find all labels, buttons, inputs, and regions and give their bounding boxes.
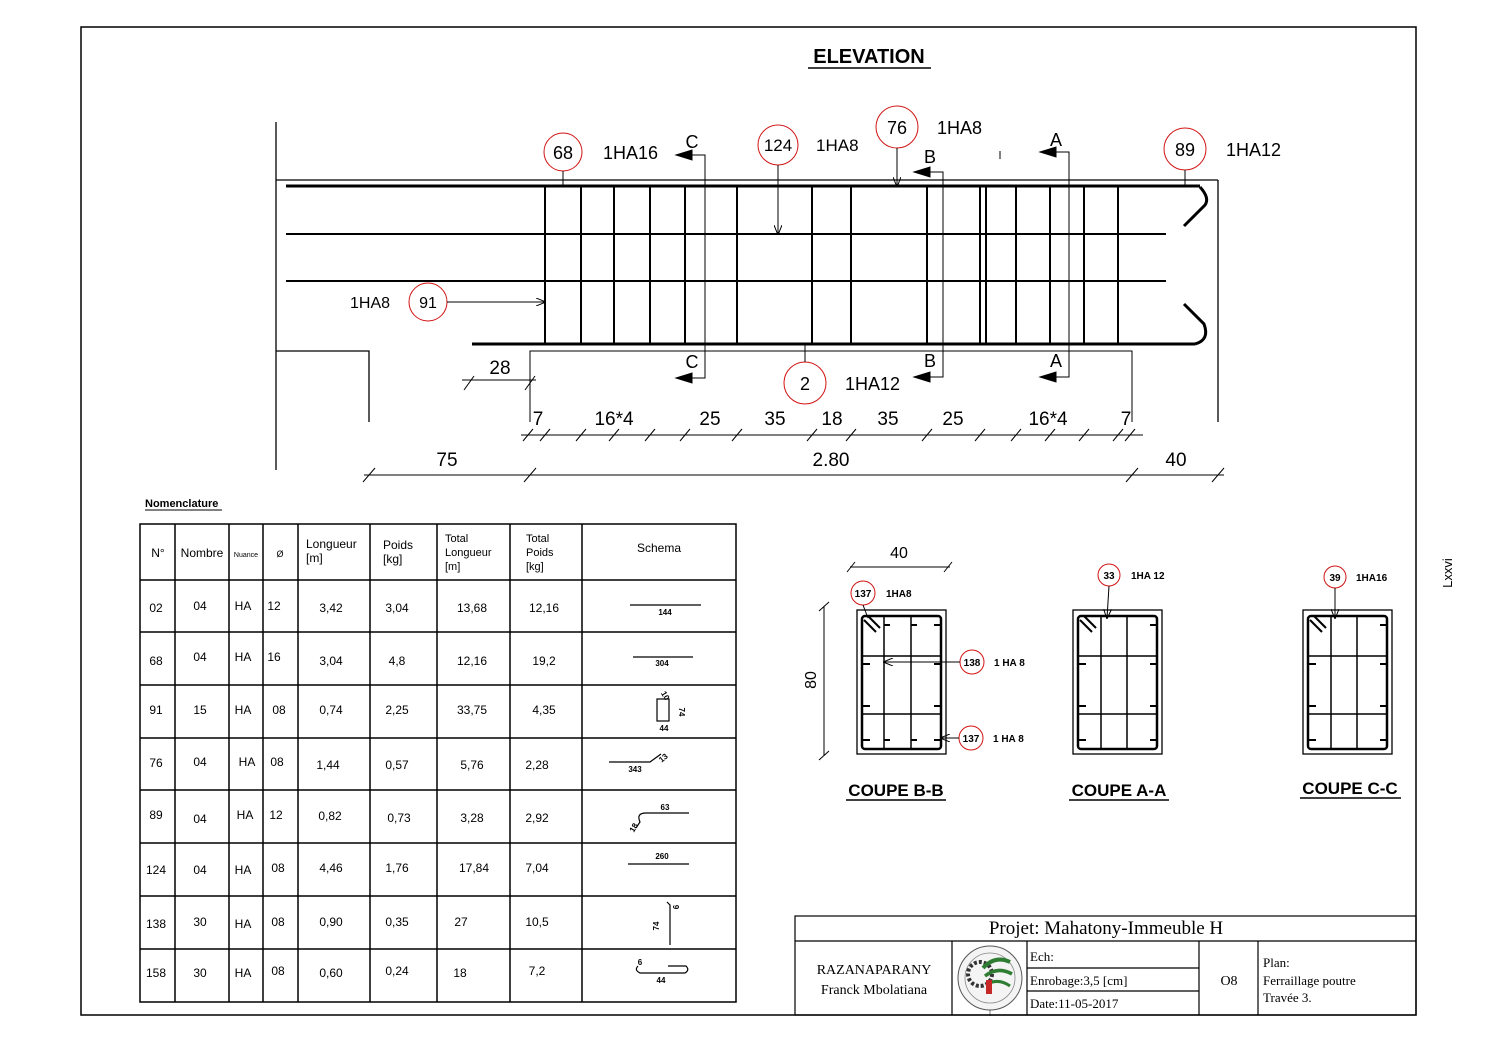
header-total-long-1: Total bbox=[445, 533, 469, 545]
mark-124-bar: 1HA8 bbox=[816, 136, 859, 155]
svg-text:12: 12 bbox=[269, 808, 283, 822]
dim-25-right: 25 bbox=[942, 409, 964, 430]
svg-text:HA: HA bbox=[234, 650, 252, 664]
bb-height: 80 bbox=[803, 671, 820, 689]
mark-91 bbox=[350, 283, 545, 321]
svg-text:12: 12 bbox=[267, 599, 281, 613]
dim-18: 18 bbox=[821, 409, 843, 430]
dim-28: 28 bbox=[489, 358, 511, 379]
table-header bbox=[151, 533, 681, 573]
mark-68-bar: 1HA16 bbox=[603, 143, 659, 163]
svg-text:18: 18 bbox=[627, 821, 640, 834]
header-total-long-3: [m] bbox=[445, 561, 461, 573]
bb-mark-1: 137 bbox=[854, 589, 872, 600]
date-field: Date:11-05-2017 bbox=[1030, 996, 1119, 1011]
header-longueur-2: [m] bbox=[306, 551, 323, 565]
plan-line-2: Travée 3. bbox=[1263, 990, 1312, 1005]
table-row bbox=[149, 599, 559, 615]
dim-75: 75 bbox=[436, 450, 458, 471]
svg-text:124: 124 bbox=[145, 863, 167, 877]
table-row bbox=[146, 964, 546, 980]
aa-mark-1-bar: 1HA 12 bbox=[1131, 571, 1165, 582]
svg-text:5,76: 5,76 bbox=[460, 758, 484, 772]
bb-mark-2-bar: 1 HA 8 bbox=[994, 658, 1025, 669]
section-cut-a bbox=[1000, 147, 1069, 382]
svg-text:30: 30 bbox=[193, 915, 207, 929]
svg-text:138: 138 bbox=[145, 917, 167, 931]
header-poids-2: [kg] bbox=[383, 552, 403, 566]
svg-text:HA: HA bbox=[234, 863, 252, 877]
aa-title: COUPE A-A bbox=[1071, 781, 1167, 800]
dim-16x4-left: 16*4 bbox=[594, 409, 634, 430]
author-line-2: Franck Mbolatiana bbox=[820, 983, 928, 998]
dim-7-right: 7 bbox=[1120, 409, 1132, 430]
header-total-poids-2: Poids bbox=[526, 547, 554, 559]
svg-text:19,2: 19,2 bbox=[532, 654, 556, 668]
coupe-c-c bbox=[1300, 566, 1401, 798]
svg-text:158: 158 bbox=[145, 966, 167, 980]
project-name: Projet: Mahatony-Immeuble H bbox=[988, 918, 1224, 939]
svg-text:1,44: 1,44 bbox=[316, 758, 340, 772]
coupe-a-a bbox=[1069, 564, 1169, 800]
svg-text:124: 124 bbox=[763, 136, 793, 155]
title-block bbox=[795, 916, 1416, 1016]
header-total-poids-3: [kg] bbox=[526, 561, 544, 573]
bb-mark-3: 137 bbox=[962, 734, 980, 745]
svg-text:44: 44 bbox=[656, 976, 666, 985]
svg-text:0,74: 0,74 bbox=[319, 703, 343, 717]
svg-text:4,46: 4,46 bbox=[319, 861, 343, 875]
svg-text:2,28: 2,28 bbox=[525, 758, 549, 772]
header-total-long-2: Longueur bbox=[445, 547, 492, 559]
svg-text:12,16: 12,16 bbox=[528, 601, 560, 615]
svg-text:4,35: 4,35 bbox=[532, 703, 556, 717]
svg-text:15: 15 bbox=[193, 703, 207, 717]
table-row bbox=[146, 861, 549, 877]
svg-text:HA: HA bbox=[234, 599, 252, 613]
nomenclature bbox=[140, 498, 736, 1002]
author-line-1: RAZANAPARANY bbox=[816, 963, 932, 978]
svg-text:HA: HA bbox=[236, 808, 254, 822]
cut-letter-c-bottom: C bbox=[685, 352, 699, 372]
svg-text:0,90: 0,90 bbox=[319, 915, 343, 929]
svg-text:74: 74 bbox=[652, 921, 661, 931]
svg-text:68: 68 bbox=[149, 654, 163, 668]
svg-text:144: 144 bbox=[658, 608, 672, 617]
mark-2-bar: 1HA12 bbox=[845, 374, 901, 394]
svg-text:02: 02 bbox=[149, 601, 163, 615]
table-row bbox=[146, 915, 549, 931]
svg-text:304: 304 bbox=[655, 659, 669, 668]
nomenclature-grid bbox=[140, 524, 736, 1002]
svg-text:0,57: 0,57 bbox=[385, 758, 409, 772]
header-n: N° bbox=[151, 546, 165, 560]
svg-text:3,42: 3,42 bbox=[319, 601, 343, 615]
svg-text:HA: HA bbox=[234, 703, 252, 717]
svg-text:63: 63 bbox=[660, 803, 670, 812]
svg-text:76: 76 bbox=[886, 118, 908, 138]
svg-text:89: 89 bbox=[149, 808, 163, 822]
dim-16x4-right: 16*4 bbox=[1028, 409, 1068, 430]
table-row bbox=[149, 808, 549, 826]
svg-text:89: 89 bbox=[1174, 140, 1196, 160]
bb-mark-1-bar: 1HA8 bbox=[886, 589, 912, 600]
svg-text:2,92: 2,92 bbox=[525, 811, 549, 825]
bb-mark-2: 138 bbox=[963, 658, 981, 669]
svg-text:1,76: 1,76 bbox=[385, 861, 409, 875]
section-cut-b bbox=[914, 167, 943, 382]
svg-text:17,84: 17,84 bbox=[458, 861, 490, 875]
bb-title: COUPE B-B bbox=[848, 781, 944, 800]
svg-text:04: 04 bbox=[193, 812, 207, 826]
cut-letter-b-bottom: B bbox=[923, 351, 937, 371]
svg-text:91: 91 bbox=[149, 703, 163, 717]
svg-text:10: 10 bbox=[659, 689, 672, 702]
svg-text:74: 74 bbox=[677, 707, 686, 717]
svg-text:HA: HA bbox=[234, 966, 252, 980]
svg-text:0,24: 0,24 bbox=[385, 964, 409, 978]
svg-text:16: 16 bbox=[267, 650, 281, 664]
mark-89 bbox=[1164, 128, 1281, 186]
svg-text:HA: HA bbox=[238, 755, 256, 769]
svg-text:2: 2 bbox=[799, 374, 811, 394]
mark-76-bar: 1HA8 bbox=[937, 118, 983, 138]
header-poids-1: Poids bbox=[383, 538, 414, 552]
svg-text:3,04: 3,04 bbox=[319, 654, 343, 668]
table-row bbox=[149, 650, 556, 668]
header-nuance: Nuance bbox=[233, 552, 259, 559]
cut-letter-c-top: C bbox=[685, 132, 699, 152]
cut-letter-a-bottom: A bbox=[1049, 351, 1063, 371]
dim-35-left: 35 bbox=[764, 409, 786, 430]
svg-text:6: 6 bbox=[672, 904, 681, 910]
header-nombre: Nombre bbox=[180, 546, 224, 560]
header-diam: Ø bbox=[276, 549, 284, 559]
svg-text:3,04: 3,04 bbox=[385, 601, 409, 615]
svg-text:76: 76 bbox=[149, 756, 163, 770]
table-row bbox=[149, 703, 556, 717]
svg-text:13: 13 bbox=[657, 751, 670, 765]
cut-letter-a-top: A bbox=[1049, 130, 1063, 150]
svg-text:12,16: 12,16 bbox=[456, 654, 488, 668]
elevation-title: ELEVATION bbox=[813, 46, 925, 68]
ech-field: Ech: bbox=[1030, 949, 1054, 964]
table-row bbox=[149, 755, 549, 772]
cc-mark-1-bar: 1HA16 bbox=[1356, 573, 1388, 584]
svg-text:13,68: 13,68 bbox=[456, 601, 488, 615]
side-note: Lxxvi bbox=[1440, 558, 1455, 588]
svg-text:18: 18 bbox=[453, 966, 467, 980]
svg-text:6: 6 bbox=[637, 958, 643, 967]
svg-text:04: 04 bbox=[193, 599, 207, 613]
nomenclature-title: Nomenclature bbox=[145, 498, 219, 510]
aa-mark-1: 33 bbox=[1103, 571, 1115, 582]
svg-text:33,75: 33,75 bbox=[456, 703, 488, 717]
dim-40: 40 bbox=[1165, 450, 1187, 471]
institution-logo bbox=[958, 946, 1022, 1016]
svg-text:27: 27 bbox=[454, 915, 468, 929]
bb-width: 40 bbox=[890, 545, 908, 562]
enrobage-field: Enrobage:3,5 [cm] bbox=[1030, 973, 1128, 988]
schema-labels bbox=[628, 608, 686, 985]
cc-mark-1: 39 bbox=[1329, 573, 1341, 584]
header-total-poids-1: Total bbox=[526, 533, 550, 545]
stirrups bbox=[545, 186, 1118, 344]
mark-89-bar: 1HA12 bbox=[1226, 140, 1282, 160]
svg-text:08: 08 bbox=[272, 703, 286, 717]
bb-mark-3-bar: 1 HA 8 bbox=[993, 734, 1024, 745]
svg-text:44: 44 bbox=[659, 724, 669, 733]
svg-text:04: 04 bbox=[193, 863, 207, 877]
dim-2-80: 2.80 bbox=[812, 450, 850, 471]
dim-25-left: 25 bbox=[699, 409, 721, 430]
header-schema: Schema bbox=[636, 541, 682, 555]
left-support bbox=[276, 122, 1218, 470]
svg-text:08: 08 bbox=[271, 964, 285, 978]
mark-91-bar: 1HA8 bbox=[350, 295, 391, 312]
svg-text:2,25: 2,25 bbox=[385, 703, 409, 717]
svg-text:3,28: 3,28 bbox=[460, 811, 484, 825]
dimension-lines bbox=[364, 376, 1224, 475]
svg-text:0,35: 0,35 bbox=[385, 915, 409, 929]
sheet-number: O8 bbox=[1220, 974, 1238, 989]
svg-text:04: 04 bbox=[193, 755, 207, 769]
svg-text:0,82: 0,82 bbox=[318, 809, 342, 823]
dim-7-left: 7 bbox=[532, 409, 544, 430]
coupe-b-b bbox=[803, 545, 1025, 800]
svg-text:7,2: 7,2 bbox=[528, 964, 546, 978]
mark-68 bbox=[544, 133, 658, 186]
svg-text:08: 08 bbox=[271, 915, 285, 929]
plan-line-1: Ferraillage poutre bbox=[1263, 973, 1356, 988]
svg-text:68: 68 bbox=[552, 143, 574, 163]
elevation-view bbox=[276, 46, 1281, 482]
dim-35-right: 35 bbox=[877, 409, 899, 430]
cc-title: COUPE C-C bbox=[1302, 779, 1398, 798]
svg-text:91: 91 bbox=[419, 295, 437, 312]
svg-text:4,8: 4,8 bbox=[388, 654, 406, 668]
svg-text:7,04: 7,04 bbox=[525, 861, 549, 875]
svg-text:04: 04 bbox=[193, 650, 207, 664]
plan-label: Plan: bbox=[1263, 955, 1290, 970]
svg-text:08: 08 bbox=[270, 755, 284, 769]
svg-text:0,60: 0,60 bbox=[319, 966, 343, 980]
svg-text:0,73: 0,73 bbox=[387, 811, 411, 825]
svg-text:260: 260 bbox=[655, 852, 669, 861]
svg-text:10,5: 10,5 bbox=[525, 915, 549, 929]
cut-letter-b-top: B bbox=[923, 147, 937, 167]
svg-text:30: 30 bbox=[193, 966, 207, 980]
header-longueur-1: Longueur bbox=[306, 537, 357, 551]
svg-text:08: 08 bbox=[271, 861, 285, 875]
svg-text:343: 343 bbox=[628, 765, 642, 774]
svg-text:HA: HA bbox=[234, 917, 252, 931]
